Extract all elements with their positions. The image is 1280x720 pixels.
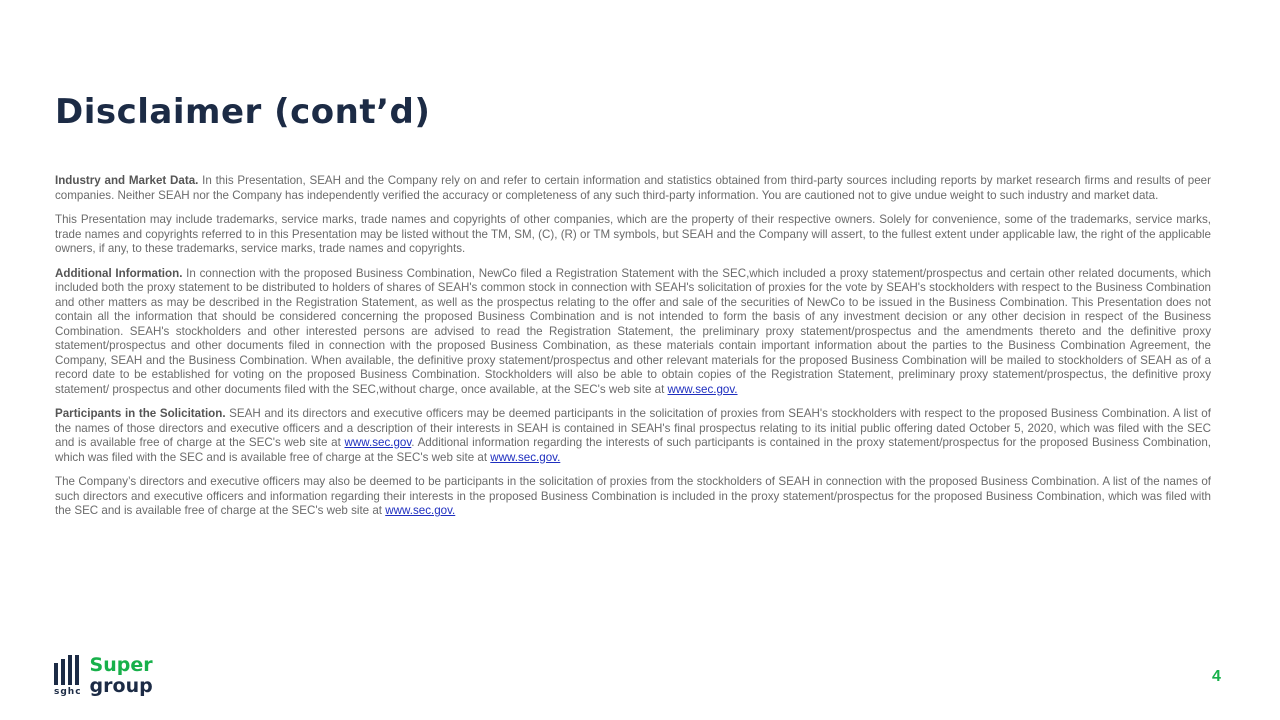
sec-link[interactable]: www.sec.gov.: [667, 382, 738, 396]
company-directors-paragraph: [55, 475, 1211, 519]
disclaimer-body: [55, 174, 1211, 529]
slide-title: Disclaimer (cont’d): [55, 92, 431, 132]
industry-market-data-paragraph: [55, 174, 1211, 203]
paragraph-text: This Presentation may include trademarks, service marks, trade names and copyrights of other companies, which are the property of their respective owners. Solely for convenience, some of the trademarks, service marks, trade names and copyrights referred to in this Presentation may be listed without the TM, SM, (C), (R) or TM symbols, but SEAH and the Company will assert, to the fullest extent under applicable law, the right of the applicable owners, if any, to these trademarks, service marks, trade names and copyrights.: [55, 213, 1211, 255]
sghc-mark: [54, 655, 82, 697]
sghc-text: sghc: [54, 687, 82, 697]
paragraph-text: The Company’s directors and executive officers may also be deemed to be participants in the solicitation of proxies from the stockholders of SEAH in connection with the proposed Business Combination. A list of the names of such directors and executive officers and information regarding their interests in the proposed Business Combination is included in the proxy statement/prospectus for the proposed Business Combination, which was filed with the SEC and is available free of charge at the SEC's web site at: [55, 475, 1211, 517]
brand-wordmark: [90, 655, 153, 697]
sec-link[interactable]: www.sec.gov.: [490, 450, 561, 464]
paragraph-text: SEAH and its directors and executive officers may be deemed participants in the solicitation of proxies from SEAH's stockholders with respect to the proposed Business Combination. A list of the names of those directors and executive officers and a description of their interests in SEAH is contained in SEAH's final prospectus relating to its initial public offering dated October 5, 2020, which was filed with the SEC and is available free of charge at the SEC's web site at: [55, 407, 1211, 449]
paragraph-text: In this Presentation, SEAH and the Company rely on and refer to certain information and statistics obtained from third-party sources including reports by market research firms and results of peer companies. Neither SEAH nor the Company has independently verified the accuracy or completeness of any such third-party information. You are cautioned not to give undue weight to such industry and market data.: [55, 174, 1211, 202]
trademarks-paragraph: [55, 213, 1211, 257]
paragraph-text: In connection with the proposed Business Combination, NewCo filed a Registration Statement with the SEC,which included a proxy statement/prospectus and certain other related documents, which included both the proxy statement to be distributed to holders of shares of SEAH's common stock in connection with SEAH's solicitation of proxies for the vote by SEAH's stockholders with respect to the Business Combination and other matters as may be described in the Registration Statement, as well as the prospectus relating to the offer and sale of the securities of NewCo to be issued in the Business Combination. This Presentation does not contain all the information that should be considered concerning the proposed Business Combination and is not intended to form the basis of any investment decision or any other decision in respect of the Business Combination. SEAH's stockholders and other interested persons are advised to read the Registration Statement, the preliminary proxy statement/prospectus and the amendments thereto and the definitive proxy statement/prospectus and other documents filed in connection with the proposed Business Combination, as these materials contain important information about the parties to the Business Combination Agreement, the Company, SEAH and the Business Combination. When available, the definitive proxy statement/prospectus and other relevant materials for the proposed Business Combination will be mailed to stockholders of SEAH as of a record date to be established for voting on the proposed Business Combination. Stockholders will also be able to obtain copies of the Registration Statement, preliminary proxy statement/prospectus, the definitive proxy statement/ prospectus and other documents filed with the SEC,without charge, once available, at the SEC's web site at: [55, 266, 1211, 396]
sec-link[interactable]: www.sec.gov: [344, 436, 412, 449]
brand-bottom: group: [89, 675, 153, 697]
paragraph-heading: Industry and Market Data.: [55, 174, 199, 187]
paragraph-heading: Additional Information.: [55, 266, 183, 280]
super-group-logo: [54, 655, 153, 697]
paragraph-heading: Participants in the Solicitation.: [55, 407, 226, 420]
participants-paragraph: [55, 407, 1211, 465]
sec-link[interactable]: www.sec.gov.: [385, 504, 456, 517]
paragraph-text: . Additional information regarding the interests of such participants is contained in the proxy statement/prospectus for the proposed Business Combination, which was filed with the SEC and is available free of charge at the SEC's web site at: [55, 436, 1211, 464]
additional-information-paragraph: [55, 267, 1211, 398]
brand-top: Super: [89, 654, 153, 676]
page-number: 4: [1212, 668, 1221, 685]
bars-icon: [54, 655, 79, 685]
